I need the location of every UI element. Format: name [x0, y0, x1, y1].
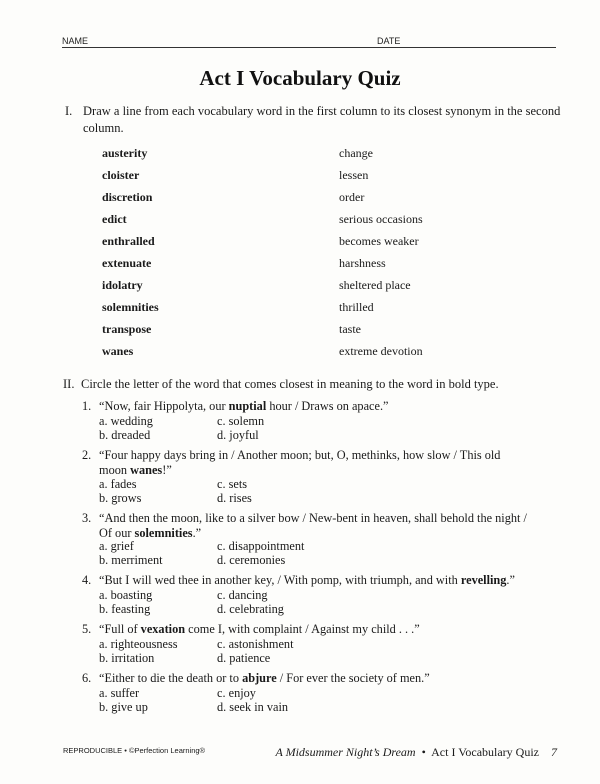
vocab-row	[102, 322, 442, 338]
vocab-word: idolatry	[102, 278, 143, 292]
question-number: 6.	[82, 671, 92, 685]
vocab-row	[102, 168, 442, 184]
question-text-pre: moon	[99, 462, 131, 477]
vocab-word: wanes	[102, 344, 134, 358]
option-d[interactable]: d. ceremonies	[217, 553, 286, 567]
question-text-pre: “Either to die the death or to	[99, 671, 243, 685]
vocab-row	[102, 344, 442, 360]
vocab-word: discretion	[102, 190, 153, 204]
question-text-line: “Four happy days bring in / Another moon; but, O, methinks, how slow / This old	[99, 448, 501, 462]
vocab-row	[102, 234, 442, 250]
vocab-word: extenuate	[102, 256, 152, 270]
vocab-word: austerity	[102, 146, 148, 160]
question-text-post: hour / Draws on apace.”	[266, 399, 389, 413]
question-number: 2.	[82, 448, 92, 462]
vocab-row	[102, 256, 442, 272]
option-b[interactable]: b. merriment	[99, 553, 163, 567]
vocab-row	[102, 146, 442, 162]
page-number: 7	[551, 745, 557, 759]
option-a[interactable]: a. suffer	[99, 686, 140, 700]
vocab-row	[102, 278, 442, 294]
option-a[interactable]: a. boasting	[99, 588, 153, 602]
option-b[interactable]: b. irritation	[99, 651, 155, 665]
page-footer	[63, 745, 557, 759]
name-date-header	[62, 35, 556, 48]
question-text-post: come I, with complaint / Against my child . . .”	[185, 622, 420, 636]
option-a[interactable]: a. grief	[99, 539, 134, 553]
option-c[interactable]: c. disappointment	[217, 539, 305, 553]
option-d[interactable]: d. seek in vain	[217, 700, 289, 714]
question-text-line: “And then the moon, like to a silver bow / New-bent in heaven, shall behold the night /	[99, 511, 527, 525]
option-d[interactable]: d. joyful	[217, 428, 259, 442]
question-text	[99, 448, 549, 477]
option-a[interactable]: a. righteousness	[99, 637, 178, 651]
vocab-word: cloister	[102, 168, 140, 182]
footer-title	[275, 745, 557, 760]
date-label: DATE	[377, 36, 401, 46]
vocab-word: enthralled	[102, 234, 155, 248]
question-text	[99, 399, 549, 414]
option-a[interactable]: a. wedding	[99, 414, 153, 428]
question-text-post: .”	[506, 573, 515, 587]
question-number: 5.	[82, 622, 92, 636]
vocab-row	[102, 212, 442, 228]
page-title: Act I Vocabulary Quiz	[199, 66, 401, 90]
vocab-synonym: thrilled	[339, 300, 374, 314]
vocab-synonym: order	[339, 190, 365, 204]
question-text	[99, 511, 549, 540]
question-text-post: !”	[162, 462, 172, 477]
section-1-line-1: Draw a line from each vocabulary word in the first column to its closest synonym in the second	[83, 104, 561, 118]
footer-reproducible: REPRODUCIBLE • ©Perfection Learning®	[63, 746, 206, 755]
question-text	[99, 573, 549, 588]
question-bold-word: abjure	[242, 671, 277, 685]
vocab-word: edict	[102, 212, 127, 226]
vocab-synonym: sheltered place	[339, 278, 411, 292]
option-c[interactable]: c. sets	[217, 477, 248, 491]
option-d[interactable]: d. rises	[217, 491, 252, 505]
question-bold-word: vexation	[140, 622, 186, 636]
vocab-synonym: harshness	[339, 256, 386, 270]
section-1-number: I.	[65, 104, 73, 118]
question-text	[99, 671, 549, 686]
footer-book-title: A Midsummer Night’s Dream	[275, 745, 416, 759]
vocab-word: solemnities	[102, 300, 159, 314]
question-text	[99, 622, 549, 637]
section-2-text: Circle the letter of the word that comes closest in meaning to the word in bold type.	[81, 377, 499, 391]
option-b[interactable]: b. feasting	[99, 602, 151, 616]
vocab-synonym: extreme devotion	[339, 344, 423, 358]
option-d[interactable]: d. celebrating	[217, 602, 284, 616]
option-b[interactable]: b. dreaded	[99, 428, 151, 442]
option-d[interactable]: d. patience	[217, 651, 271, 665]
section-2-number: II.	[63, 377, 75, 391]
vocab-row	[102, 190, 442, 206]
vocab-synonym: lessen	[339, 168, 369, 182]
option-a[interactable]: a. fades	[99, 477, 137, 491]
question-text-pre: “Full of	[99, 622, 141, 636]
section-1-line-2: column.	[83, 121, 124, 135]
footer-separator: •	[415, 745, 432, 759]
option-c[interactable]: c. enjoy	[217, 686, 256, 700]
question-text-post: / For ever the society of men.”	[276, 671, 430, 685]
question-number: 4.	[82, 573, 92, 587]
vocab-word: transpose	[102, 322, 152, 336]
question-text-pre: “Now, fair Hippolyta, our	[99, 399, 229, 413]
question-number: 3.	[82, 511, 92, 525]
option-b[interactable]: b. give up	[99, 700, 148, 714]
name-label: NAME	[62, 36, 89, 46]
option-c[interactable]: c. astonishment	[217, 637, 294, 651]
question-bold-word: wanes	[130, 462, 163, 477]
option-c[interactable]: c. solemn	[217, 414, 265, 428]
question-text-pre: Of our	[99, 525, 135, 540]
question-text-pre: “But I will wed thee in another key, / With pomp, with triumph, and with	[99, 573, 461, 587]
footer-quiz-name: Act I Vocabulary Quiz	[431, 745, 539, 759]
option-c[interactable]: c. dancing	[217, 588, 268, 602]
vocab-row	[102, 300, 442, 316]
vocab-synonym: change	[339, 146, 373, 160]
vocab-synonym: serious occasions	[339, 212, 423, 226]
question-text-post: .”	[192, 525, 202, 540]
question-bold-word: nuptial	[228, 399, 267, 413]
vocab-synonym: becomes weaker	[339, 234, 419, 248]
question-bold-word: solemnities	[134, 525, 193, 540]
question-bold-word: revelling	[460, 573, 507, 587]
vocab-synonym: taste	[339, 322, 361, 336]
question-number: 1.	[82, 399, 92, 413]
option-b[interactable]: b. grows	[99, 491, 142, 505]
